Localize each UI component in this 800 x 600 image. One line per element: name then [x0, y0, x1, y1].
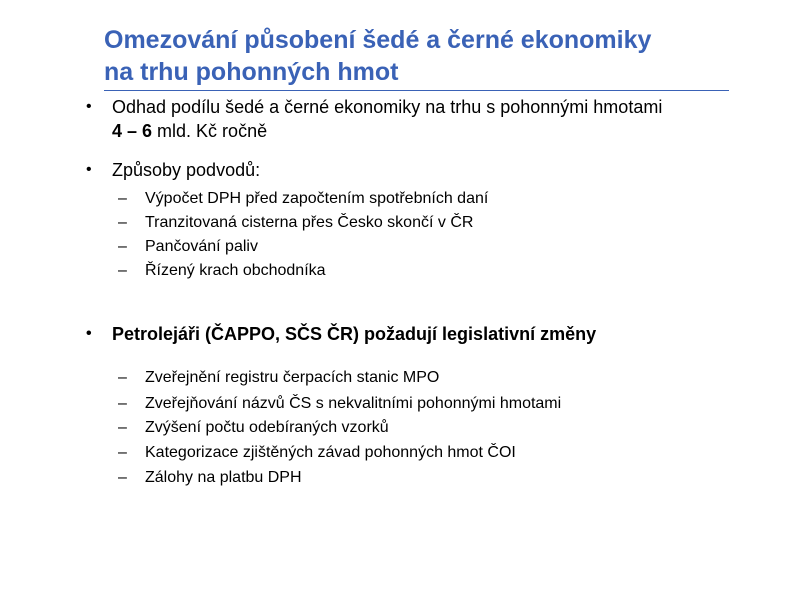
bullet-estimate-text-post: mld. Kč ročně — [152, 121, 268, 141]
sub-item-text: Zveřejnění registru čerpacích stanic MPO — [145, 369, 440, 386]
sub-item-text: Výpočet DPH před započtením spotřebních daní — [145, 190, 489, 207]
dash-marker: – — [118, 262, 127, 279]
bullet-marker: • — [86, 325, 92, 342]
sub-item — [118, 213, 474, 233]
sub-item — [118, 394, 562, 414]
dash-marker: – — [118, 369, 127, 386]
bullet-estimate-value: 4 – 6 — [112, 121, 153, 141]
bullet-fraud-methods — [86, 158, 261, 182]
bullet-estimate — [86, 95, 672, 143]
bullet-legislative-changes-text: Petrolejáři (ČAPPO, SČS ČR) požadují legislativní změny — [112, 324, 597, 344]
bullet-marker: • — [86, 98, 92, 115]
dash-marker: – — [118, 469, 127, 486]
bullet-marker: • — [86, 161, 92, 178]
title-underline — [104, 90, 729, 91]
sub-item-text: Zveřejňování názvů ČS s nekvalitními pohonnými hmotami — [145, 395, 562, 412]
dash-marker: – — [118, 419, 127, 436]
sub-item — [118, 443, 516, 463]
dash-marker: – — [118, 214, 127, 231]
sub-item — [118, 237, 258, 257]
sub-item — [118, 468, 302, 488]
title-line-1: Omezování působení šedé a černé ekonomiky — [104, 26, 652, 54]
sub-item-text: Zálohy na platbu DPH — [145, 469, 302, 486]
bullet-estimate-text-pre: Odhad podílu šedé a černé ekonomiky na trhu s pohonnými hmotami — [112, 97, 663, 117]
bullet-legislative-changes — [86, 322, 597, 346]
sub-item-text: Kategorizace zjištěných závad pohonných hmot ČOI — [145, 444, 516, 461]
sub-item-text: Zvýšení počtu odebíraných vzorků — [145, 419, 389, 436]
sub-item — [118, 418, 389, 438]
dash-marker: – — [118, 238, 127, 255]
dash-marker: – — [118, 190, 127, 207]
sub-item — [118, 189, 489, 209]
title-line-2: na trhu pohonných hmot — [104, 58, 399, 86]
sub-item — [118, 261, 326, 281]
dash-marker: – — [118, 444, 127, 461]
bullet-fraud-methods-text: Způsoby podvodů: — [112, 160, 261, 180]
sub-item-text: Řízený krach obchodníka — [145, 262, 326, 279]
sub-item-text: Tranzitovaná cisterna přes Česko skončí v ČR — [145, 214, 474, 231]
sub-item — [118, 368, 440, 388]
dash-marker: – — [118, 395, 127, 412]
sub-item-text: Pančování paliv — [145, 238, 258, 255]
slide-title — [104, 24, 744, 88]
